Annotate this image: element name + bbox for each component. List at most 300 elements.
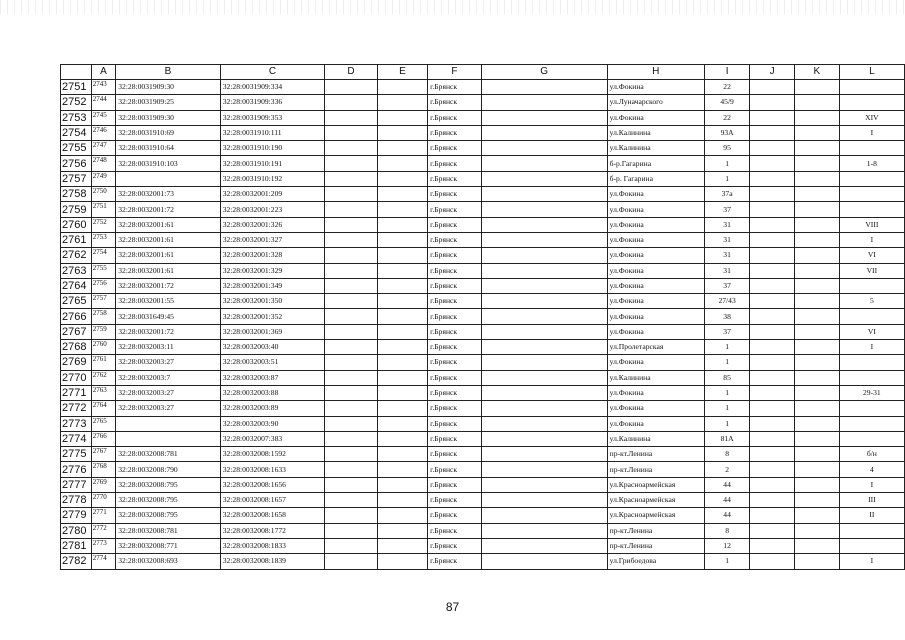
cell-a[interactable]: 2745 (91, 110, 115, 125)
cell-h[interactable]: ул.Фокина (607, 202, 704, 217)
cell-d[interactable] (325, 187, 377, 202)
cell-e[interactable] (377, 278, 427, 293)
cell-b[interactable]: 32:28:0032008:790 (116, 462, 220, 477)
cell-j[interactable] (750, 248, 795, 263)
row-number[interactable]: 2764 (61, 278, 92, 293)
cell-f[interactable]: г.Брянск (428, 340, 482, 355)
row-number[interactable]: 2772 (61, 401, 92, 416)
cell-l[interactable]: II (839, 508, 904, 523)
cell-j[interactable] (750, 217, 795, 232)
cell-j[interactable] (750, 416, 795, 431)
cell-g[interactable] (481, 156, 607, 171)
cell-i[interactable]: 1 (704, 171, 749, 186)
column-header-g[interactable]: G (481, 65, 607, 80)
cell-a[interactable]: 2756 (91, 278, 115, 293)
cell-g[interactable] (481, 508, 607, 523)
cell-f[interactable]: г.Брянск (428, 477, 482, 492)
cell-h[interactable]: ул.Фокина (607, 187, 704, 202)
cell-d[interactable] (325, 217, 377, 232)
cell-h[interactable]: ул.Фокина (607, 401, 704, 416)
cell-l[interactable]: XIV (839, 110, 904, 125)
cell-l[interactable]: 5 (839, 294, 904, 309)
cell-c[interactable]: 32:28:0032001:326 (220, 217, 325, 232)
cell-h[interactable]: пр-кт.Ленина (607, 462, 704, 477)
cell-h[interactable]: ул.Фокина (607, 263, 704, 278)
cell-a[interactable]: 2757 (91, 294, 115, 309)
cell-d[interactable] (325, 263, 377, 278)
cell-k[interactable] (794, 141, 839, 156)
cell-a[interactable]: 2760 (91, 340, 115, 355)
cell-f[interactable]: г.Брянск (428, 462, 482, 477)
cell-b[interactable]: 32:28:0032003:7 (116, 370, 220, 385)
row-number[interactable]: 2756 (61, 156, 92, 171)
row-number[interactable]: 2782 (61, 554, 92, 569)
cell-b[interactable]: 32:28:0032008:781 (116, 447, 220, 462)
cell-k[interactable] (794, 447, 839, 462)
cell-k[interactable] (794, 355, 839, 370)
cell-d[interactable] (325, 355, 377, 370)
cell-i[interactable]: 31 (704, 232, 749, 247)
cell-j[interactable] (750, 309, 795, 324)
cell-d[interactable] (325, 431, 377, 446)
cell-f[interactable]: г.Брянск (428, 80, 482, 95)
cell-g[interactable] (481, 141, 607, 156)
cell-c[interactable]: 32:28:0032001:223 (220, 202, 325, 217)
cell-b[interactable]: 32:28:0031910:69 (116, 125, 220, 140)
cell-b[interactable]: 32:28:0031910:103 (116, 156, 220, 171)
cell-h[interactable]: пр-кт.Ленина (607, 447, 704, 462)
cell-b[interactable] (116, 431, 220, 446)
cell-e[interactable] (377, 462, 427, 477)
cell-c[interactable]: 32:28:0032008:1592 (220, 447, 325, 462)
cell-g[interactable] (481, 493, 607, 508)
cell-f[interactable]: г.Брянск (428, 401, 482, 416)
cell-h[interactable]: ул.Калинина (607, 141, 704, 156)
cell-b[interactable]: 32:28:0032001:72 (116, 202, 220, 217)
cell-k[interactable] (794, 324, 839, 339)
cell-d[interactable] (325, 141, 377, 156)
cell-d[interactable] (325, 447, 377, 462)
cell-l[interactable] (839, 401, 904, 416)
row-number[interactable]: 2757 (61, 171, 92, 186)
cell-a[interactable]: 2766 (91, 431, 115, 446)
cell-l[interactable]: I (839, 340, 904, 355)
cell-d[interactable] (325, 462, 377, 477)
cell-c[interactable]: 32:28:0031910:111 (220, 125, 325, 140)
cell-l[interactable] (839, 431, 904, 446)
cell-f[interactable]: г.Брянск (428, 110, 482, 125)
cell-k[interactable] (794, 554, 839, 569)
cell-c[interactable]: 32:28:0031910:190 (220, 141, 325, 156)
cell-a[interactable]: 2751 (91, 202, 115, 217)
cell-e[interactable] (377, 309, 427, 324)
cell-i[interactable]: 22 (704, 80, 749, 95)
cell-i[interactable]: 8 (704, 447, 749, 462)
cell-a[interactable]: 2759 (91, 324, 115, 339)
cell-h[interactable]: ул.Фокина (607, 248, 704, 263)
cell-l[interactable]: I (839, 232, 904, 247)
cell-a[interactable]: 2774 (91, 554, 115, 569)
cell-i[interactable]: 27/43 (704, 294, 749, 309)
column-header-f[interactable]: F (428, 65, 482, 80)
cell-g[interactable] (481, 187, 607, 202)
row-number[interactable]: 2768 (61, 340, 92, 355)
cell-a[interactable]: 2773 (91, 538, 115, 553)
cell-e[interactable] (377, 263, 427, 278)
cell-b[interactable]: 32:28:0032008:795 (116, 477, 220, 492)
cell-i[interactable]: 44 (704, 508, 749, 523)
cell-j[interactable] (750, 508, 795, 523)
cell-b[interactable]: 32:28:0032003:27 (116, 401, 220, 416)
cell-k[interactable] (794, 416, 839, 431)
cell-j[interactable] (750, 294, 795, 309)
cell-b[interactable]: 32:28:0032001:55 (116, 294, 220, 309)
cell-j[interactable] (750, 202, 795, 217)
cell-e[interactable] (377, 156, 427, 171)
cell-c[interactable]: 32:28:0032007:383 (220, 431, 325, 446)
cell-h[interactable]: ул.Красноармейская (607, 477, 704, 492)
cell-a[interactable]: 2750 (91, 187, 115, 202)
column-header-e[interactable]: E (377, 65, 427, 80)
cell-c[interactable]: 32:28:0032008:1657 (220, 493, 325, 508)
cell-k[interactable] (794, 385, 839, 400)
cell-c[interactable]: 32:28:0032008:1833 (220, 538, 325, 553)
cell-h[interactable]: ул.Луначарского (607, 95, 704, 110)
cell-f[interactable]: г.Брянск (428, 248, 482, 263)
cell-d[interactable] (325, 477, 377, 492)
cell-j[interactable] (750, 340, 795, 355)
cell-k[interactable] (794, 171, 839, 186)
cell-i[interactable]: 45/9 (704, 95, 749, 110)
cell-k[interactable] (794, 294, 839, 309)
cell-l[interactable]: 4 (839, 462, 904, 477)
cell-l[interactable]: I (839, 554, 904, 569)
cell-c[interactable]: 32:28:0032001:352 (220, 309, 325, 324)
cell-h[interactable]: ул.Фокина (607, 309, 704, 324)
cell-a[interactable]: 2765 (91, 416, 115, 431)
column-header-j[interactable]: J (750, 65, 795, 80)
cell-f[interactable]: г.Брянск (428, 232, 482, 247)
row-number[interactable]: 2778 (61, 493, 92, 508)
cell-k[interactable] (794, 232, 839, 247)
cell-e[interactable] (377, 538, 427, 553)
cell-c[interactable]: 32:28:0032001:349 (220, 278, 325, 293)
cell-e[interactable] (377, 187, 427, 202)
row-number[interactable]: 2755 (61, 141, 92, 156)
cell-d[interactable] (325, 385, 377, 400)
cell-d[interactable] (325, 416, 377, 431)
cell-k[interactable] (794, 401, 839, 416)
cell-l[interactable] (839, 278, 904, 293)
cell-d[interactable] (325, 278, 377, 293)
cell-h[interactable]: ул.Калинина (607, 370, 704, 385)
cell-f[interactable]: г.Брянск (428, 263, 482, 278)
cell-e[interactable] (377, 217, 427, 232)
row-number[interactable]: 2758 (61, 187, 92, 202)
cell-k[interactable] (794, 538, 839, 553)
cell-l[interactable]: 1-8 (839, 156, 904, 171)
cell-k[interactable] (794, 370, 839, 385)
cell-c[interactable]: 32:28:0032003:88 (220, 385, 325, 400)
cell-b[interactable]: 32:28:0031909:30 (116, 80, 220, 95)
cell-e[interactable] (377, 416, 427, 431)
row-number[interactable]: 2752 (61, 95, 92, 110)
cell-h[interactable]: б-р. Гагарина (607, 171, 704, 186)
row-number[interactable]: 2774 (61, 431, 92, 446)
cell-h[interactable]: ул.Фокина (607, 278, 704, 293)
cell-f[interactable]: г.Брянск (428, 187, 482, 202)
cell-l[interactable] (839, 80, 904, 95)
cell-f[interactable]: г.Брянск (428, 278, 482, 293)
row-number[interactable]: 2751 (61, 80, 92, 95)
cell-b[interactable]: 32:28:0032003:27 (116, 385, 220, 400)
cell-k[interactable] (794, 125, 839, 140)
cell-a[interactable]: 2772 (91, 523, 115, 538)
cell-h[interactable]: ул.Фокина (607, 232, 704, 247)
row-number[interactable]: 2781 (61, 538, 92, 553)
cell-i[interactable]: 37 (704, 324, 749, 339)
cell-d[interactable] (325, 248, 377, 263)
cell-c[interactable]: 32:28:0032003:40 (220, 340, 325, 355)
cell-d[interactable] (325, 95, 377, 110)
cell-e[interactable] (377, 370, 427, 385)
cell-l[interactable]: 29-31 (839, 385, 904, 400)
cell-e[interactable] (377, 554, 427, 569)
row-number[interactable]: 2766 (61, 309, 92, 324)
cell-e[interactable] (377, 431, 427, 446)
cell-j[interactable] (750, 80, 795, 95)
cell-b[interactable]: 32:28:0032001:61 (116, 232, 220, 247)
cell-g[interactable] (481, 110, 607, 125)
cell-c[interactable]: 32:28:0031910:192 (220, 171, 325, 186)
cell-b[interactable]: 32:28:0031909:25 (116, 95, 220, 110)
cell-j[interactable] (750, 385, 795, 400)
cell-a[interactable]: 2758 (91, 309, 115, 324)
cell-c[interactable]: 32:28:0032001:327 (220, 232, 325, 247)
cell-l[interactable] (839, 141, 904, 156)
cell-h[interactable]: ул.Грибоедова (607, 554, 704, 569)
cell-c[interactable]: 32:28:0032003:90 (220, 416, 325, 431)
cell-j[interactable] (750, 493, 795, 508)
cell-e[interactable] (377, 232, 427, 247)
cell-d[interactable] (325, 202, 377, 217)
cell-j[interactable] (750, 401, 795, 416)
cell-d[interactable] (325, 401, 377, 416)
cell-g[interactable] (481, 401, 607, 416)
cell-e[interactable] (377, 141, 427, 156)
cell-b[interactable] (116, 416, 220, 431)
cell-l[interactable] (839, 370, 904, 385)
column-header-d[interactable]: D (325, 65, 377, 80)
cell-c[interactable]: 32:28:0032001:350 (220, 294, 325, 309)
cell-j[interactable] (750, 263, 795, 278)
cell-c[interactable]: 32:28:0032008:1658 (220, 508, 325, 523)
cell-h[interactable]: пр-кт.Ленина (607, 538, 704, 553)
cell-i[interactable]: 85 (704, 370, 749, 385)
cell-h[interactable]: ул.Красноармейская (607, 508, 704, 523)
row-number[interactable]: 2767 (61, 324, 92, 339)
cell-k[interactable] (794, 462, 839, 477)
cell-a[interactable]: 2754 (91, 248, 115, 263)
cell-a[interactable]: 2768 (91, 462, 115, 477)
cell-b[interactable]: 32:28:0032008:771 (116, 538, 220, 553)
cell-e[interactable] (377, 508, 427, 523)
column-header-l[interactable]: L (839, 65, 904, 80)
cell-k[interactable] (794, 95, 839, 110)
cell-d[interactable] (325, 554, 377, 569)
cell-i[interactable]: 31 (704, 263, 749, 278)
cell-g[interactable] (481, 309, 607, 324)
cell-l[interactable] (839, 202, 904, 217)
cell-d[interactable] (325, 523, 377, 538)
cell-k[interactable] (794, 248, 839, 263)
cell-j[interactable] (750, 554, 795, 569)
cell-a[interactable]: 2762 (91, 370, 115, 385)
row-number[interactable]: 2753 (61, 110, 92, 125)
cell-h[interactable]: ул.Фокина (607, 416, 704, 431)
cell-f[interactable]: г.Брянск (428, 538, 482, 553)
cell-i[interactable]: 44 (704, 477, 749, 492)
cell-h[interactable]: ул.Красноармейская (607, 493, 704, 508)
cell-i[interactable]: 37 (704, 202, 749, 217)
cell-g[interactable] (481, 385, 607, 400)
cell-l[interactable] (839, 523, 904, 538)
cell-i[interactable]: 31 (704, 217, 749, 232)
cell-a[interactable]: 2753 (91, 232, 115, 247)
cell-i[interactable]: 1 (704, 340, 749, 355)
cell-d[interactable] (325, 125, 377, 140)
cell-e[interactable] (377, 95, 427, 110)
cell-d[interactable] (325, 493, 377, 508)
cell-i[interactable]: 95 (704, 141, 749, 156)
cell-a[interactable]: 2764 (91, 401, 115, 416)
cell-g[interactable] (481, 232, 607, 247)
cell-f[interactable]: г.Брянск (428, 523, 482, 538)
cell-b[interactable]: 32:28:0031649:45 (116, 309, 220, 324)
cell-k[interactable] (794, 80, 839, 95)
row-number[interactable]: 2779 (61, 508, 92, 523)
cell-d[interactable] (325, 171, 377, 186)
cell-e[interactable] (377, 110, 427, 125)
cell-k[interactable] (794, 156, 839, 171)
cell-g[interactable] (481, 80, 607, 95)
cell-j[interactable] (750, 125, 795, 140)
cell-i[interactable]: 1 (704, 416, 749, 431)
cell-b[interactable] (116, 171, 220, 186)
cell-g[interactable] (481, 125, 607, 140)
cell-a[interactable]: 2747 (91, 141, 115, 156)
cell-a[interactable]: 2761 (91, 355, 115, 370)
cell-j[interactable] (750, 477, 795, 492)
cell-j[interactable] (750, 355, 795, 370)
cell-b[interactable]: 32:28:0032001:72 (116, 278, 220, 293)
cell-f[interactable]: г.Брянск (428, 217, 482, 232)
cell-b[interactable]: 32:28:0032008:795 (116, 508, 220, 523)
cell-g[interactable] (481, 171, 607, 186)
cell-a[interactable]: 2746 (91, 125, 115, 140)
cell-b[interactable]: 32:28:0032003:11 (116, 340, 220, 355)
cell-i[interactable]: 2 (704, 462, 749, 477)
cell-g[interactable] (481, 217, 607, 232)
cell-i[interactable]: 1 (704, 401, 749, 416)
cell-b[interactable]: 32:28:0031910:64 (116, 141, 220, 156)
cell-d[interactable] (325, 156, 377, 171)
cell-e[interactable] (377, 340, 427, 355)
cell-c[interactable]: 32:28:0032003:87 (220, 370, 325, 385)
row-number[interactable]: 2754 (61, 125, 92, 140)
cell-k[interactable] (794, 508, 839, 523)
cell-l[interactable]: VI (839, 248, 904, 263)
cell-d[interactable] (325, 340, 377, 355)
cell-g[interactable] (481, 462, 607, 477)
cell-i[interactable]: 44 (704, 493, 749, 508)
cell-f[interactable]: г.Брянск (428, 554, 482, 569)
cell-j[interactable] (750, 462, 795, 477)
cell-l[interactable] (839, 309, 904, 324)
cell-k[interactable] (794, 477, 839, 492)
cell-b[interactable]: 32:28:0032001:61 (116, 217, 220, 232)
cell-f[interactable]: г.Брянск (428, 385, 482, 400)
cell-g[interactable] (481, 538, 607, 553)
cell-l[interactable]: III (839, 493, 904, 508)
cell-g[interactable] (481, 370, 607, 385)
cell-i[interactable]: 12 (704, 538, 749, 553)
cell-a[interactable]: 2748 (91, 156, 115, 171)
cell-l[interactable] (839, 538, 904, 553)
cell-f[interactable]: г.Брянск (428, 447, 482, 462)
cell-i[interactable]: 8 (704, 523, 749, 538)
cell-c[interactable]: 32:28:0032008:1633 (220, 462, 325, 477)
cell-a[interactable]: 2770 (91, 493, 115, 508)
column-header-b[interactable]: B (116, 65, 220, 80)
column-header-k[interactable]: K (794, 65, 839, 80)
cell-l[interactable]: б/н (839, 447, 904, 462)
cell-b[interactable]: 32:28:0032001:61 (116, 248, 220, 263)
cell-c[interactable]: 32:28:0032003:51 (220, 355, 325, 370)
row-number[interactable]: 2771 (61, 385, 92, 400)
cell-g[interactable] (481, 447, 607, 462)
cell-l[interactable]: VII (839, 263, 904, 278)
cell-d[interactable] (325, 538, 377, 553)
cell-h[interactable]: ул.Фокина (607, 294, 704, 309)
cell-e[interactable] (377, 125, 427, 140)
cell-j[interactable] (750, 370, 795, 385)
cell-f[interactable]: г.Брянск (428, 370, 482, 385)
cell-e[interactable] (377, 294, 427, 309)
cell-d[interactable] (325, 110, 377, 125)
cell-f[interactable]: г.Брянск (428, 156, 482, 171)
cell-h[interactable]: ул.Фокина (607, 385, 704, 400)
cell-i[interactable]: 1 (704, 385, 749, 400)
cell-e[interactable] (377, 385, 427, 400)
cell-j[interactable] (750, 110, 795, 125)
cell-i[interactable]: 31 (704, 248, 749, 263)
cell-h[interactable]: ул.Фокина (607, 80, 704, 95)
cell-i[interactable]: 38 (704, 309, 749, 324)
column-header-h[interactable]: H (607, 65, 704, 80)
cell-d[interactable] (325, 309, 377, 324)
cell-d[interactable] (325, 80, 377, 95)
cell-e[interactable] (377, 171, 427, 186)
cell-a[interactable]: 2767 (91, 447, 115, 462)
cell-h[interactable]: пр-кт.Ленина (607, 523, 704, 538)
cell-f[interactable]: г.Брянск (428, 508, 482, 523)
column-header-c[interactable]: C (220, 65, 325, 80)
row-number[interactable]: 2776 (61, 462, 92, 477)
cell-k[interactable] (794, 340, 839, 355)
cell-e[interactable] (377, 447, 427, 462)
cell-c[interactable]: 32:28:0032001:328 (220, 248, 325, 263)
